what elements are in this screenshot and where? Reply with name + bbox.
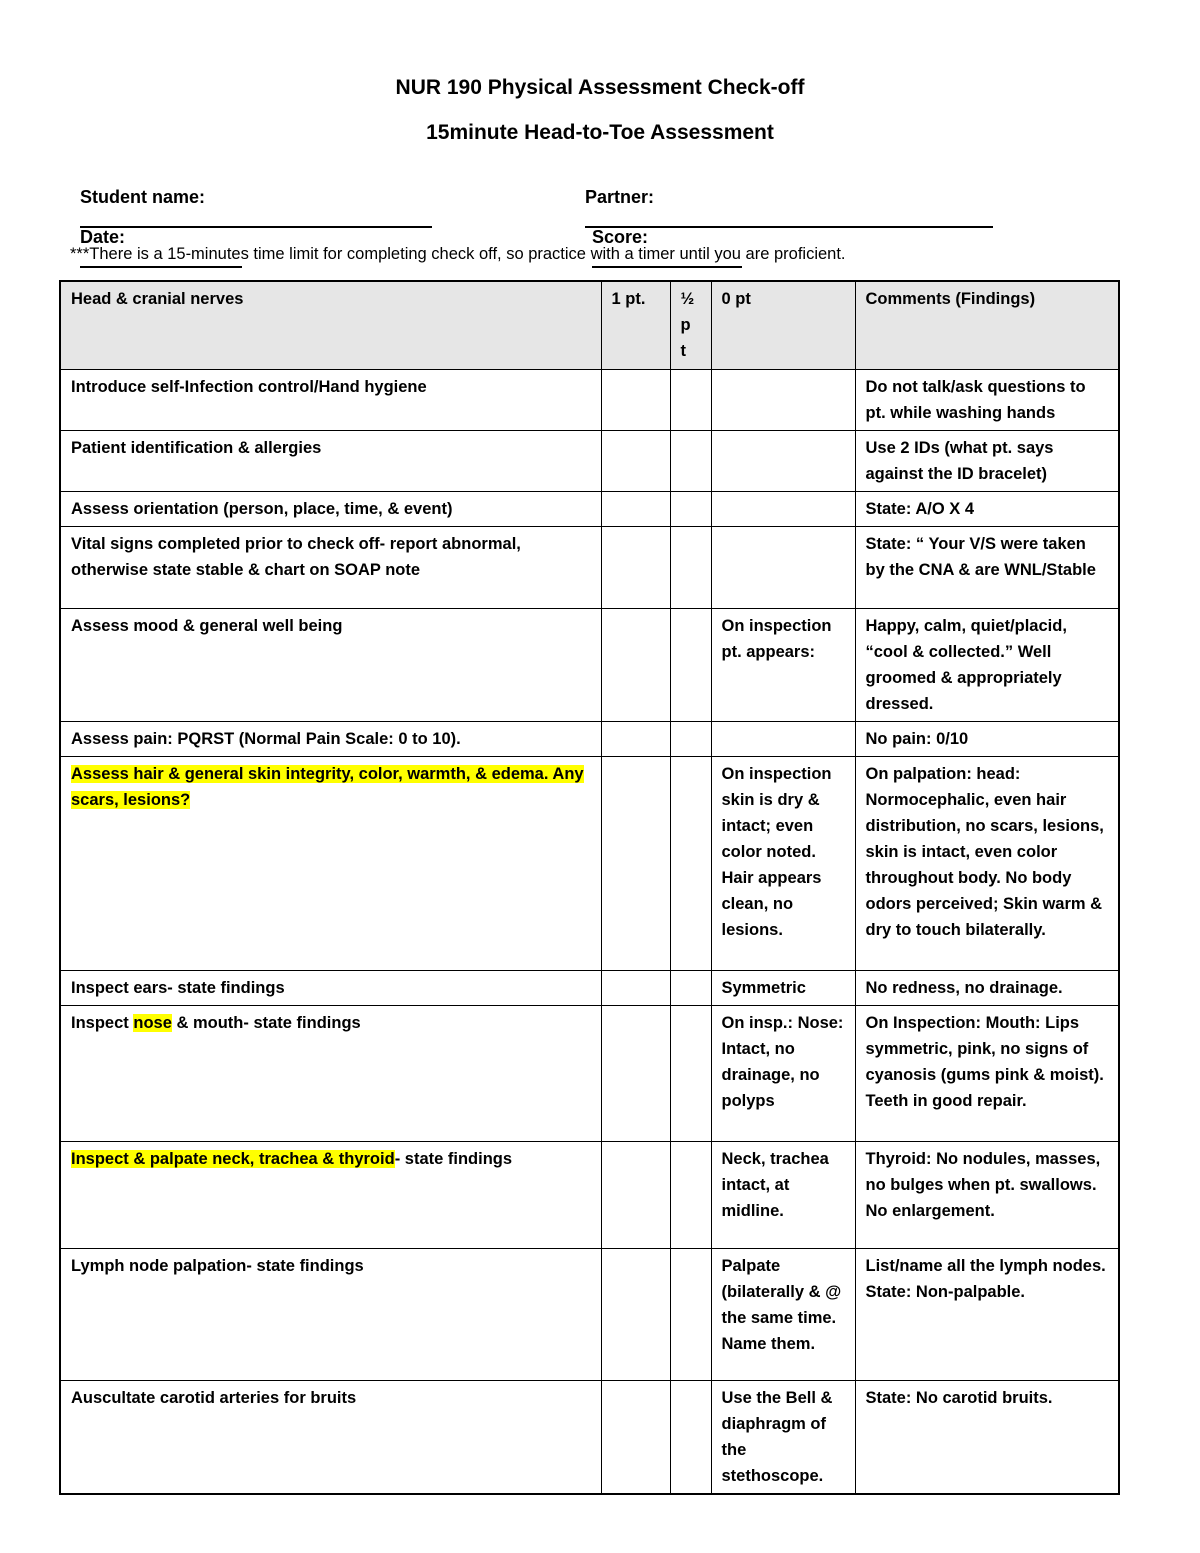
one-point-cell[interactable] [601, 526, 670, 608]
half-point-cell[interactable] [670, 430, 711, 491]
column-header-comments: Comments (Findings) [855, 281, 1119, 369]
task-cell: Assess orientation (person, place, time, & event) [60, 491, 601, 526]
column-header-one-point: 1 pt. [601, 281, 670, 369]
zero-point-cell[interactable]: Use the Bell & diaphragm of the stethoscope. [711, 1380, 855, 1494]
comments-cell: State: A/O X 4 [855, 491, 1119, 526]
highlighted-task-text: Inspect & palpate neck, trachea & thyroid [71, 1149, 395, 1168]
table-row [60, 369, 1119, 430]
zero-point-cell[interactable] [711, 369, 855, 430]
table-header-row [60, 281, 1119, 369]
table-row [60, 721, 1119, 756]
one-point-cell[interactable] [601, 1141, 670, 1248]
table-row [60, 1005, 1119, 1141]
task-cell: Introduce self-Infection control/Hand hygiene [60, 369, 601, 430]
table-row [60, 491, 1119, 526]
half-point-cell[interactable] [670, 1248, 711, 1380]
one-point-cell[interactable] [601, 369, 670, 430]
zero-point-cell[interactable]: On inspection pt. appears: [711, 608, 855, 721]
comments-cell: No redness, no drainage. [855, 970, 1119, 1005]
comments-cell: Do not talk/ask questions to pt. while washing hands [855, 369, 1119, 430]
table-row [60, 1380, 1119, 1494]
zero-point-cell[interactable]: Neck, trachea intact, at midline. [711, 1141, 855, 1248]
task-cell [60, 1141, 601, 1248]
task-cell: Assess pain: PQRST (Normal Pain Scale: 0 to 10). [60, 721, 601, 756]
task-cell: Vital signs completed prior to check off- report abnormal, otherwise state stable & chart on SOAP note [60, 526, 601, 608]
half-point-symbol: ½ [680, 290, 695, 308]
half-point-cell[interactable] [670, 1141, 711, 1248]
one-point-cell[interactable] [601, 1248, 670, 1380]
task-cell: Auscultate carotid arteries for bruits [60, 1380, 601, 1494]
time-limit-note: ***There is a 15-minutes time limit for completing check off, so practice with a timer until you are proficient. [70, 245, 846, 263]
table-row [60, 430, 1119, 491]
one-point-cell[interactable] [601, 430, 670, 491]
column-header-zero-point: 0 pt [711, 281, 855, 369]
task-text-pre: Inspect [71, 1013, 134, 1032]
one-point-cell[interactable] [601, 756, 670, 970]
half-point-cell[interactable] [670, 721, 711, 756]
half-point-cell[interactable] [670, 369, 711, 430]
table-row [60, 526, 1119, 608]
half-point-cell[interactable] [670, 491, 711, 526]
zero-point-cell[interactable]: On inspection skin is dry & intact; even color noted. Hair appears clean, no lesions. [711, 756, 855, 970]
half-point-t: t [680, 342, 686, 360]
column-header-task: Head & cranial nerves [60, 281, 601, 369]
zero-point-cell[interactable] [711, 491, 855, 526]
table-row [60, 1141, 1119, 1248]
comments-cell: State: “ Your V/S were taken by the CNA & are WNL/Stable [855, 526, 1119, 608]
student-name-label: Student name: [80, 187, 206, 207]
half-point-cell[interactable] [670, 608, 711, 721]
comments-cell: List/name all the lymph nodes. State: Non-palpable. [855, 1248, 1119, 1380]
half-point-cell[interactable] [670, 756, 711, 970]
table-row [60, 1248, 1119, 1380]
task-cell: Inspect ears- state findings [60, 970, 601, 1005]
comments-cell: Happy, calm, quiet/placid, “cool & collected.” Well groomed & appropriately dressed. [855, 608, 1119, 721]
comments-cell: Use 2 IDs (what pt. says against the ID bracelet) [855, 430, 1119, 491]
assessment-table [59, 280, 1120, 1495]
task-cell: Lymph node palpation- state findings [60, 1248, 601, 1380]
zero-point-cell[interactable]: Palpate (bilaterally & @ the same time. Name them. [711, 1248, 855, 1380]
one-point-cell[interactable] [601, 608, 670, 721]
zero-point-cell[interactable]: Symmetric [711, 970, 855, 1005]
one-point-cell[interactable] [601, 491, 670, 526]
task-cell [60, 756, 601, 970]
task-text-post: & mouth- state findings [171, 1013, 361, 1032]
highlighted-task-text: nose [133, 1013, 172, 1032]
half-point-p: p [680, 316, 691, 334]
one-point-cell[interactable] [601, 1005, 670, 1141]
comments-cell: Thyroid: No nodules, masses, no bulges when pt. swallows. No enlargement. [855, 1141, 1119, 1248]
half-point-cell[interactable] [670, 970, 711, 1005]
comments-cell: On Inspection: Mouth: Lips symmetric, pink, no signs of cyanosis (gums pink & moist). Teeth in good repair. [855, 1005, 1119, 1141]
one-point-cell[interactable] [601, 970, 670, 1005]
task-cell [60, 1005, 601, 1141]
partner-label: Partner: [585, 187, 655, 207]
one-point-cell[interactable] [601, 721, 670, 756]
zero-point-cell[interactable] [711, 721, 855, 756]
document-subtitle: 15minute Head-to-Toe Assessment [426, 121, 774, 144]
comments-cell: No pain: 0/10 [855, 721, 1119, 756]
zero-point-cell[interactable]: On insp.: Nose: Intact, no drainage, no polyps [711, 1005, 855, 1141]
comments-cell: State: No carotid bruits. [855, 1380, 1119, 1494]
task-text-post: - state findings [394, 1149, 513, 1168]
zero-point-cell[interactable] [711, 430, 855, 491]
half-point-cell[interactable] [670, 1380, 711, 1494]
task-cell: Patient identification & allergies [60, 430, 601, 491]
column-header-half-point [670, 281, 711, 369]
half-point-cell[interactable] [670, 526, 711, 608]
one-point-cell[interactable] [601, 1380, 670, 1494]
task-cell: Assess mood & general well being [60, 608, 601, 721]
score-label: Score: [592, 227, 649, 247]
table-row [60, 756, 1119, 970]
table-row [60, 608, 1119, 721]
date-label: Date: [80, 227, 126, 247]
zero-point-cell[interactable] [711, 526, 855, 608]
table-row [60, 970, 1119, 1005]
half-point-cell[interactable] [670, 1005, 711, 1141]
comments-cell: On palpation: head: Normocephalic, even hair distribution, no scars, lesions, skin is intact, even color throughout body. No body odors perceived; Skin warm & dry to touch bilaterally. [855, 756, 1119, 970]
highlighted-task-text: Assess hair & general skin integrity, color, warmth, & edema. Any scars, lesions? [71, 764, 584, 809]
document-title: NUR 190 Physical Assessment Check-off [395, 76, 805, 99]
